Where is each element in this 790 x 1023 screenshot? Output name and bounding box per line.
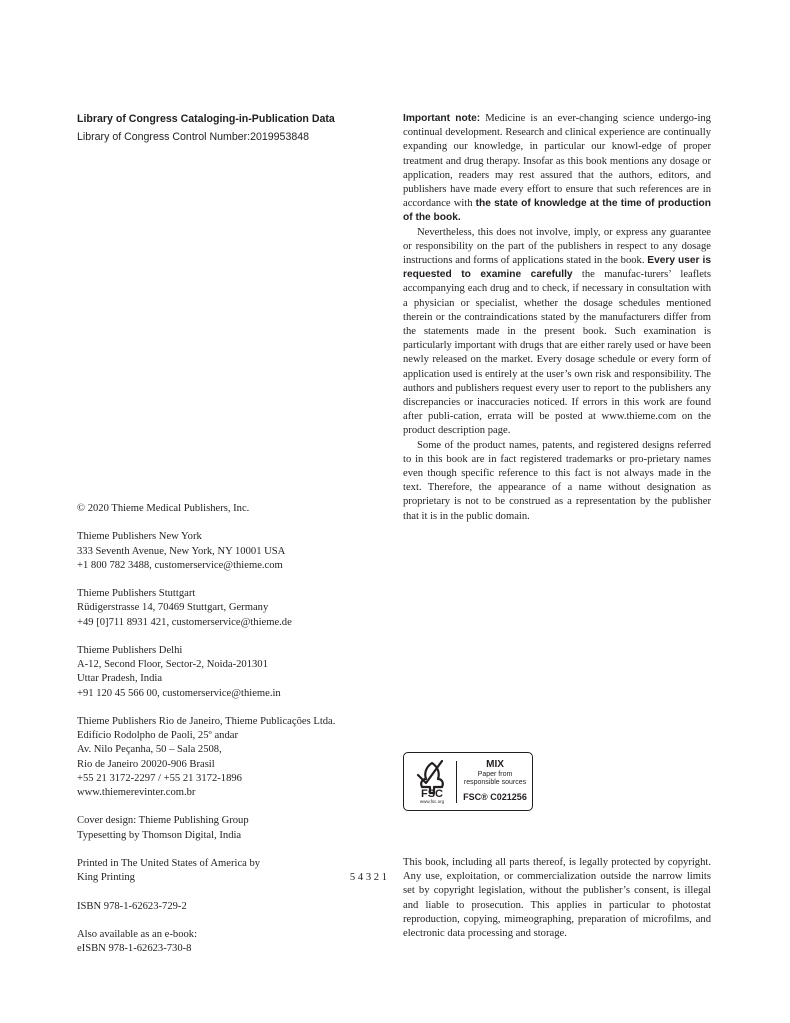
note-paragraph-3: Some of the product names, patents, and registered designs referred to in this book are in fact registered trademarks or pro-prietary names even though specific reference to this fact is not always made in the text. Therefore, the appearance of a name without designation as proprietary is not to be construed as a representation by the publisher that it is in the public domain. bbox=[403, 439, 711, 522]
note-paragraph-2 bbox=[403, 226, 711, 439]
note-lead: Important note: bbox=[403, 113, 481, 124]
cataloging-title: Library of Congress Cataloging-in-Publication Data bbox=[77, 113, 335, 125]
office-line: Rio de Janeiro 20020-906 Brasil bbox=[77, 758, 215, 770]
office-line: +55 21 3172-2297 / +55 21 3172-1896 bbox=[77, 772, 242, 784]
office-line: +49 [0]711 8931 421, customerservice@thieme.de bbox=[77, 616, 292, 628]
ebook-line: Also available as an e-book: bbox=[77, 928, 198, 940]
credits bbox=[77, 814, 387, 842]
office-stuttgart bbox=[77, 587, 387, 630]
office-line: Edifício Rodolpho de Paoli, 25º andar bbox=[77, 730, 238, 742]
office-line: +91 120 45 566 00, customerservice@thieme.in bbox=[77, 687, 281, 699]
fsc-paper: Paper from bbox=[477, 771, 513, 778]
cataloging-block bbox=[77, 112, 387, 144]
office-name: Thieme Publishers Delhi bbox=[77, 644, 183, 656]
fsc-text: FSC bbox=[421, 788, 443, 800]
office-rio bbox=[77, 715, 387, 800]
office-line: Rüdigerstrasse 14, 70469 Stuttgart, Germany bbox=[77, 602, 269, 614]
fsc-wordmark bbox=[410, 789, 454, 804]
fsc-url: www.fsc.org bbox=[419, 799, 445, 804]
fsc-details bbox=[458, 759, 532, 803]
control-number: Library of Congress Control Number:2019953848 bbox=[77, 131, 310, 144]
printer-name: King Printing bbox=[77, 872, 135, 884]
legal-notice bbox=[403, 856, 711, 941]
note-emphasis: the state of knowledge at the time of production of the book. bbox=[403, 198, 712, 224]
important-note bbox=[403, 112, 711, 524]
fsc-sources: responsible sources bbox=[463, 779, 527, 786]
office-new-york bbox=[77, 530, 387, 573]
office-line: Uttar Pradesh, India bbox=[77, 673, 163, 685]
note-text: Nevertheless, this does not involve, imply, or express any guarantee or responsibility on the part of the publishers in respect to any dosage instructions and forms of applications stated in the book. bbox=[403, 226, 711, 267]
typesetting: Typesetting by Thomson Digital, India bbox=[77, 829, 242, 841]
isbn: ISBN 978-1-62623-729-2 bbox=[77, 900, 187, 912]
office-website: www.thiemerevinter.com.br bbox=[77, 787, 196, 798]
copyright-line: © 2020 Thieme Medical Publishers, Inc. bbox=[77, 503, 250, 514]
office-name: Thieme Publishers Stuttgart bbox=[77, 588, 196, 600]
ebook-info bbox=[77, 928, 387, 956]
note-paragraph-1 bbox=[403, 112, 711, 226]
office-line: 333 Seventh Avenue, New York, NY 10001 USA bbox=[77, 545, 286, 557]
print-line: 5 4 3 2 1 bbox=[349, 872, 387, 884]
office-name: Thieme Publishers Rio de Janeiro, Thieme Publicações Ltda. bbox=[77, 715, 336, 727]
legal-text: This book, including all parts thereof, is legally protected by copyright. Any use, exploitation, or commercialization outside the narrow limits set by copyright legislation, without the publisher’s consent, is illegal and liable to prosecution. This applies in particular to photostat reproduction, copying, mimeographing, preparation of microfilms, and electronic data processing and storage. bbox=[403, 857, 711, 940]
fsc-label bbox=[403, 752, 533, 811]
printer-row bbox=[77, 871, 387, 885]
printed-in: Printed in The United States of America by bbox=[77, 857, 261, 869]
printing-info bbox=[77, 857, 387, 885]
note-text: the manufac-turers’ leaflets accompanying each drug and to check, if necessary in consultation with a physician or specialist, whether the dosage schedules mentioned therein or the contraindications stated by the manufacturers differ from the statements made in the present book. Such examination is particularly important with drugs that are either rarely used or have been newly released on the market. Every dosage schedule or every form of application used is entirely at the user’s own risk and responsibility. The authors and publishers request every user to report to the publishers any discrepancies or inaccuracies noticed. If errors in this work are found after publi-cation, errata will be posted at www.thieme.com on the product description page. bbox=[403, 269, 711, 437]
office-delhi bbox=[77, 644, 387, 701]
office-line: +1 800 782 3488, customerservice@thieme.com bbox=[77, 559, 283, 571]
note-text: Medicine is an ever-changing science undergo-ing continual development. Research and clinical experience are continually expanding our knowledge, in particular our knowl-edge of proper treatment and drug therapy. Insofar as this book mentions any dosage or application, readers may rest assured that the authors, editors, and publishers have made every effort to ensure that such references are in accordance with bbox=[403, 113, 711, 210]
cover-design: Cover design: Thieme Publishing Group bbox=[77, 815, 249, 827]
note-emphasis: Every user is requested to examine carefully bbox=[403, 255, 711, 281]
office-name: Thieme Publishers New York bbox=[77, 531, 202, 543]
imprint-block bbox=[77, 502, 387, 956]
eisbn: eISBN 978-1-62623-730-8 bbox=[77, 943, 192, 955]
office-line: A-12, Second Floor, Sector-2, Noida-201301 bbox=[77, 659, 268, 671]
office-line: Av. Nilo Peçanha, 50 – Sala 2508, bbox=[77, 744, 222, 756]
fsc-mix: MIX bbox=[486, 759, 504, 770]
fsc-code: FSC® C021256 bbox=[463, 792, 527, 802]
fsc-divider bbox=[456, 761, 457, 803]
